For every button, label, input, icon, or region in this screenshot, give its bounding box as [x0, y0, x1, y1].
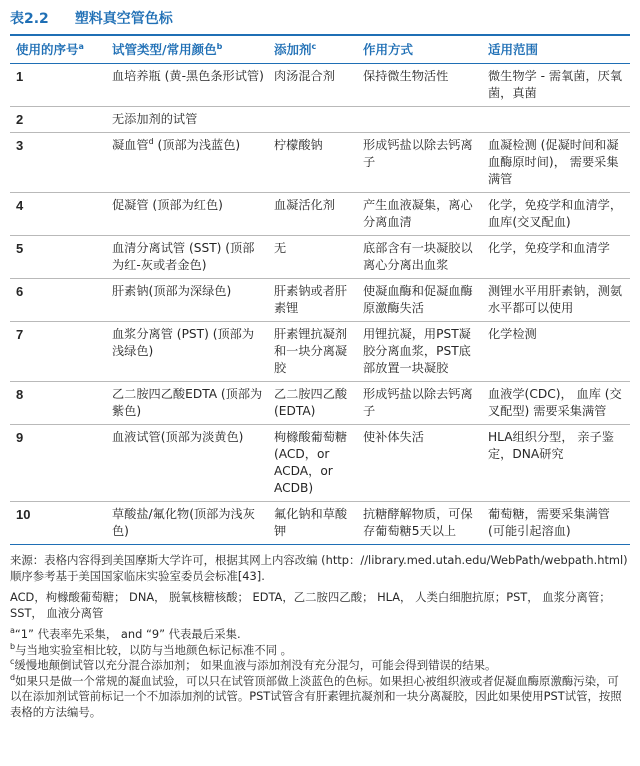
action-cell: 抗糖酵解物质，可保存葡萄糖5天以上: [357, 502, 482, 545]
action-cell: 使凝血酶和促凝血酶原激酶失活: [357, 279, 482, 322]
table-row: [10, 236, 630, 279]
tube-type-cell: 乙二胺四乙酸EDTA (顶部为紫色): [106, 382, 268, 425]
action-cell: [357, 107, 482, 133]
table-row: [10, 322, 630, 382]
table-row: [10, 64, 630, 107]
tube-type-cell: 血液试管(顶部为淡黄色): [106, 425, 268, 502]
additive-cell: 血凝活化剂: [268, 193, 357, 236]
column-header: 试管类型/常用颜色$^b$: [106, 36, 268, 64]
footnote: $^a$“1” 代表率先采集， and “9” 代表最后采集.: [10, 626, 241, 641]
action-cell: 使补体失活: [357, 425, 482, 502]
action-cell: 形成钙盐以除去钙离子: [357, 382, 482, 425]
additive-cell: [268, 107, 357, 133]
table-row: [10, 279, 630, 322]
row-number: 5: [10, 236, 106, 279]
additive-cell: 无: [268, 236, 357, 279]
table-row: [10, 133, 630, 193]
tube-type-cell: 血浆分离管 (PST) (顶部为浅绿色): [106, 322, 268, 382]
action-cell: 底部含有一块凝胶以离心分离出血浆: [357, 236, 482, 279]
use-cell: HLA组织分型， 亲子鉴定，DNA研究: [482, 425, 630, 502]
row-number: 9: [10, 425, 106, 502]
action-cell: 保持微生物活性: [357, 64, 482, 107]
table-header-row: [10, 36, 630, 64]
additive-cell: 氟化钠和草酸钾: [268, 502, 357, 545]
row-number: 3: [10, 133, 106, 193]
use-cell: [482, 107, 630, 133]
additive-cell: 柠檬酸钠: [268, 133, 357, 193]
use-cell: 血凝检测 (促凝时间和凝血酶原时间)， 需要采集满管: [482, 133, 630, 193]
row-number: 6: [10, 279, 106, 322]
table-number: 表2.2: [10, 11, 49, 27]
action-cell: 产生血液凝集，离心分离血清: [357, 193, 482, 236]
tube-type-cell: 肝素钠(顶部为深绿色): [106, 279, 268, 322]
footnote: $^c$缓慢地颠倒试管以充分混合添加剂； 如果血液与添加剂没有充分混匀，可能会得到错误的结果。: [10, 657, 497, 672]
tube-type-cell: 凝血管$^d$ (顶部为浅蓝色): [106, 133, 268, 193]
use-cell: 血液学(CDC)， 血库 (交叉配型) 需要采集满管: [482, 382, 630, 425]
column-header: 使用的序号$^a$: [10, 36, 106, 64]
table-row: [10, 107, 630, 133]
row-number: 4: [10, 193, 106, 236]
tube-type-cell: 草酸盐/氟化物(顶部为浅灰色): [106, 502, 268, 545]
use-cell: 测锂水平用肝素钠，测氨水平都可以使用: [482, 279, 630, 322]
column-header: 适用范围: [482, 36, 630, 64]
table-row: [10, 502, 630, 545]
column-header: 添加剂$^c$: [268, 36, 357, 64]
use-cell: 葡萄糖，需要采集满管 (可能引起溶血): [482, 502, 630, 545]
row-number: 10: [10, 502, 106, 545]
table-row: [10, 425, 630, 502]
footnote: $^b$与当地实验室相比较，以防与当地颜色标记标准不同 。: [10, 641, 293, 657]
action-cell: 用锂抗凝，用PST凝胶分离血浆，PST底部放置一块凝胶: [357, 322, 482, 382]
use-cell: 化学，免疫学和血清学: [482, 236, 630, 279]
tube-color-table: [10, 36, 630, 545]
use-cell: 化学检测: [482, 322, 630, 382]
additive-cell: 肝素锂抗凝剂和一块分离凝胶: [268, 322, 357, 382]
use-cell: 化学，免疫学和血清学，血库(交叉配血): [482, 193, 630, 236]
table-row: [10, 193, 630, 236]
table-notes: [10, 553, 630, 720]
additive-cell: 乙二胺四乙酸(EDTA): [268, 382, 357, 425]
tube-type-cell: 血培养瓶 (黄-黑色条形试管): [106, 64, 268, 107]
table-caption: [10, 6, 630, 30]
tube-type-cell: 无添加剂的试管: [106, 107, 268, 133]
footnote: $^d$如果只是做一个常规的凝血试验，可以只在试管顶部做上淡蓝色的色标。如果担心被组织液或者促凝血酶原激酶污染，可以在添加剂试管前标记一个不加添加剂的试管。PST试管含有肝素锂抗凝剂和一块分离凝胶，因此如果使用PST试管，按照表格的方法编号。: [10, 672, 622, 719]
additive-cell: 肉汤混合剂: [268, 64, 357, 107]
source-note: 来源：表格内容得到美国摩斯大学许可，根据其网上内容改编 (http：//library.med.utah.edu/WebPath/webpath.html) 顺序参考基于美国国家临床实验室委员会标准[43].: [10, 553, 628, 583]
column-header: 作用方式: [357, 36, 482, 64]
abbreviation-note: ACD，枸橼酸葡萄糖； DNA， 脱氧核糖核酸； EDTA，乙二胺四乙酸； HLA， 人类白细胞抗原；PST， 血浆分离管； SST， 血液分离管: [10, 590, 611, 620]
table-title: 塑料真空管色标: [74, 11, 173, 27]
row-number: 8: [10, 382, 106, 425]
row-number: 7: [10, 322, 106, 382]
row-number: 1: [10, 64, 106, 107]
additive-cell: 肝素钠或者肝素锂: [268, 279, 357, 322]
use-cell: 微生物学 - 需氧菌，厌氧菌，真菌: [482, 64, 630, 107]
tube-type-cell: 促凝管 (顶部为红色): [106, 193, 268, 236]
tube-type-cell: 血清分离试管 (SST) (顶部为红-灰或者金色): [106, 236, 268, 279]
action-cell: 形成钙盐以除去钙离子: [357, 133, 482, 193]
row-number: 2: [10, 107, 106, 133]
additive-cell: 枸橼酸葡萄糖(ACD，or ACDA，or ACDB): [268, 425, 357, 502]
table-row: [10, 382, 630, 425]
